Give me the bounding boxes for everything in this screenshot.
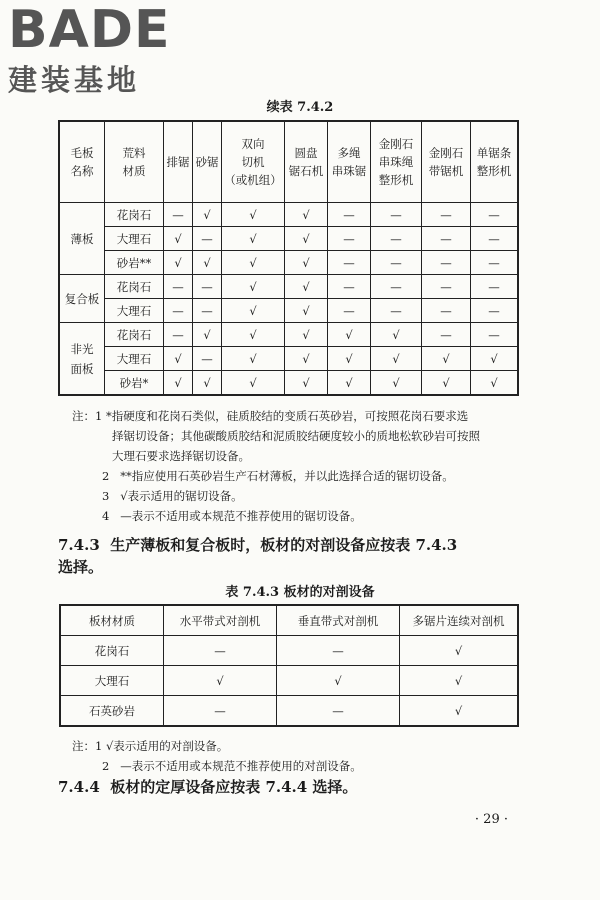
group-name-cell: 非光 面板	[59, 323, 105, 396]
saw-equipment-table	[58, 120, 519, 396]
table1-header: 毛板 名称	[59, 121, 105, 203]
mark-cell: √	[400, 666, 519, 696]
mark-cell: √	[371, 347, 422, 371]
mark-cell: √	[164, 251, 193, 275]
table2-notes	[72, 736, 362, 776]
mark-cell: √	[328, 347, 371, 371]
note-text: **指应使用石英砂岩生产石材薄板，并以此选择合适的锯切设备。	[120, 469, 454, 483]
split-equipment-table	[59, 604, 519, 727]
table1-body	[59, 203, 518, 396]
logo-wordmark: BADE	[8, 0, 171, 60]
table1-header: 多绳 串珠锯	[328, 121, 371, 203]
mark-cell: √	[371, 323, 422, 347]
mark-cell: —	[471, 203, 519, 227]
mark-cell: —	[422, 299, 471, 323]
mark-cell: —	[328, 251, 371, 275]
mark-cell: √	[222, 227, 285, 251]
mark-cell: √	[328, 323, 371, 347]
mark-cell: √	[164, 227, 193, 251]
mark-cell: √	[285, 227, 328, 251]
mark-cell: √	[422, 371, 471, 396]
table2-caption: 表 7.4.3 板材的对剖设备	[225, 585, 375, 600]
mark-cell: —	[328, 227, 371, 251]
table1-header: 砂锯	[193, 121, 222, 203]
note-prefix: 注：1	[72, 739, 103, 753]
table2-header: 垂直带式对剖机	[277, 605, 400, 636]
mark-cell: —	[164, 636, 277, 666]
mark-cell: —	[164, 323, 193, 347]
table1-row	[59, 227, 518, 251]
table1-row	[59, 275, 518, 299]
mark-cell: —	[471, 227, 519, 251]
material-cell: 大理石	[105, 347, 164, 371]
table1-header: 双向 切机 （或机组）	[222, 121, 285, 203]
mark-cell: √	[285, 251, 328, 275]
note-text: 择锯切设备；其他碳酸质胶结和泥质胶结硬度较小的质地松软砂岩可按照	[112, 429, 480, 443]
mark-cell: √	[164, 666, 277, 696]
mark-cell: √	[285, 275, 328, 299]
mark-cell: √	[164, 347, 193, 371]
clause-text: 生产薄板和复合板时，板材的对剖设备应按表 7.4.3	[110, 536, 458, 554]
page-number: · 29 ·	[474, 812, 508, 827]
material-cell: 砂岩*	[105, 371, 164, 396]
table1-header-row	[59, 121, 518, 203]
material-cell: 花岗石	[105, 275, 164, 299]
mark-cell: —	[422, 227, 471, 251]
note-text: *指硬度和花岗石类似，硅质胶结的变质石英砂岩，可按照花岗石要求选	[105, 409, 469, 423]
clause-number: 7.4.4	[58, 778, 100, 796]
table2-header-row	[60, 605, 518, 636]
mark-cell: √	[285, 371, 328, 396]
table2-body	[60, 636, 518, 727]
mark-cell: —	[422, 203, 471, 227]
mark-cell: —	[328, 299, 371, 323]
table2-row	[60, 636, 518, 666]
mark-cell: —	[422, 251, 471, 275]
table1-header: 圆盘 锯石机	[285, 121, 328, 203]
material-cell: 大理石	[105, 299, 164, 323]
material-cell: 石英砂岩	[60, 696, 164, 727]
mark-cell: —	[371, 227, 422, 251]
mark-cell: —	[471, 299, 519, 323]
mark-cell: √	[285, 323, 328, 347]
table1-row	[59, 323, 518, 347]
mark-cell: √	[471, 371, 519, 396]
table1-row	[59, 347, 518, 371]
table1-row	[59, 371, 518, 396]
table1-header: 金刚石 带锯机	[422, 121, 471, 203]
material-cell: 大理石	[60, 666, 164, 696]
material-cell: 花岗石	[105, 323, 164, 347]
table1-header: 金刚石 串珠绳 整形机	[371, 121, 422, 203]
mark-cell: √	[400, 696, 519, 727]
note-text: √表示适用的对剖设备。	[105, 739, 229, 753]
mark-cell: —	[371, 251, 422, 275]
mark-cell: —	[328, 275, 371, 299]
mark-cell: √	[222, 299, 285, 323]
mark-cell: —	[371, 203, 422, 227]
note-number: 4	[102, 509, 110, 523]
mark-cell: —	[193, 227, 222, 251]
note-number: 2	[102, 469, 110, 483]
material-cell: 砂岩**	[105, 251, 164, 275]
mark-cell: √	[422, 347, 471, 371]
mark-cell: √	[471, 347, 519, 371]
table1-row	[59, 203, 518, 227]
mark-cell: √	[164, 371, 193, 396]
table1-row	[59, 299, 518, 323]
group-name-cell: 薄板	[59, 203, 105, 275]
mark-cell: √	[222, 347, 285, 371]
mark-cell: —	[471, 323, 519, 347]
table2-row	[60, 666, 518, 696]
mark-cell: √	[285, 299, 328, 323]
mark-cell: —	[371, 275, 422, 299]
material-cell: 花岗石	[60, 636, 164, 666]
mark-cell: —	[422, 275, 471, 299]
mark-cell: √	[193, 251, 222, 275]
mark-cell: √	[400, 636, 519, 666]
mark-cell: —	[471, 275, 519, 299]
table2-row	[60, 696, 518, 727]
table1-notes	[72, 406, 480, 526]
note-number: 2	[102, 759, 110, 773]
mark-cell: √	[222, 251, 285, 275]
clause-7-4-4	[58, 776, 357, 798]
mark-cell: √	[193, 203, 222, 227]
note-text: —表示不适用或本规范不推荐使用的对剖设备。	[120, 759, 362, 773]
table2-header: 多锯片连续对剖机	[400, 605, 519, 636]
table2-header: 板材材质	[60, 605, 164, 636]
mark-cell: —	[277, 636, 400, 666]
mark-cell: —	[164, 203, 193, 227]
mark-cell: —	[193, 299, 222, 323]
note-number: 3	[102, 489, 110, 503]
mark-cell: √	[193, 371, 222, 396]
mark-cell: —	[164, 299, 193, 323]
mark-cell: √	[277, 666, 400, 696]
logo-subtitle: 建装基地	[8, 63, 141, 97]
mark-cell: √	[328, 371, 371, 396]
mark-cell: —	[164, 696, 277, 727]
mark-cell: —	[328, 203, 371, 227]
clause-number: 7.4.3	[58, 536, 100, 554]
mark-cell: √	[222, 275, 285, 299]
mark-cell: —	[277, 696, 400, 727]
clause-7-4-3	[58, 534, 457, 578]
material-cell: 花岗石	[105, 203, 164, 227]
mark-cell: √	[285, 203, 328, 227]
mark-cell: —	[422, 323, 471, 347]
note-text: √表示适用的锯切设备。	[120, 489, 243, 503]
note-prefix: 注：1	[72, 409, 103, 423]
mark-cell: —	[193, 347, 222, 371]
clause-text: 板材的定厚设备应按表 7.4.4 选择。	[110, 778, 358, 796]
group-name-cell: 复合板	[59, 275, 105, 323]
mark-cell: √	[222, 203, 285, 227]
clause-text: 选择。	[58, 558, 104, 576]
mark-cell: √	[193, 323, 222, 347]
mark-cell: √	[222, 323, 285, 347]
note-text: —表示不适用或本规范不推荐使用的锯切设备。	[120, 509, 362, 523]
table1-row	[59, 251, 518, 275]
table1-caption: 续表 7.4.2	[266, 100, 334, 115]
note-text: 大理石要求选择锯切设备。	[112, 449, 250, 463]
material-cell: 大理石	[105, 227, 164, 251]
table2-header: 水平带式对剖机	[164, 605, 277, 636]
mark-cell: —	[471, 251, 519, 275]
mark-cell: √	[371, 371, 422, 396]
table1-header: 排锯	[164, 121, 193, 203]
mark-cell: —	[164, 275, 193, 299]
bade-logo	[8, 0, 171, 99]
mark-cell: √	[285, 347, 328, 371]
mark-cell: —	[371, 299, 422, 323]
mark-cell: √	[222, 371, 285, 396]
table1-header: 荒料 材质	[105, 121, 164, 203]
table1-header: 单锯条 整形机	[471, 121, 519, 203]
mark-cell: —	[193, 275, 222, 299]
